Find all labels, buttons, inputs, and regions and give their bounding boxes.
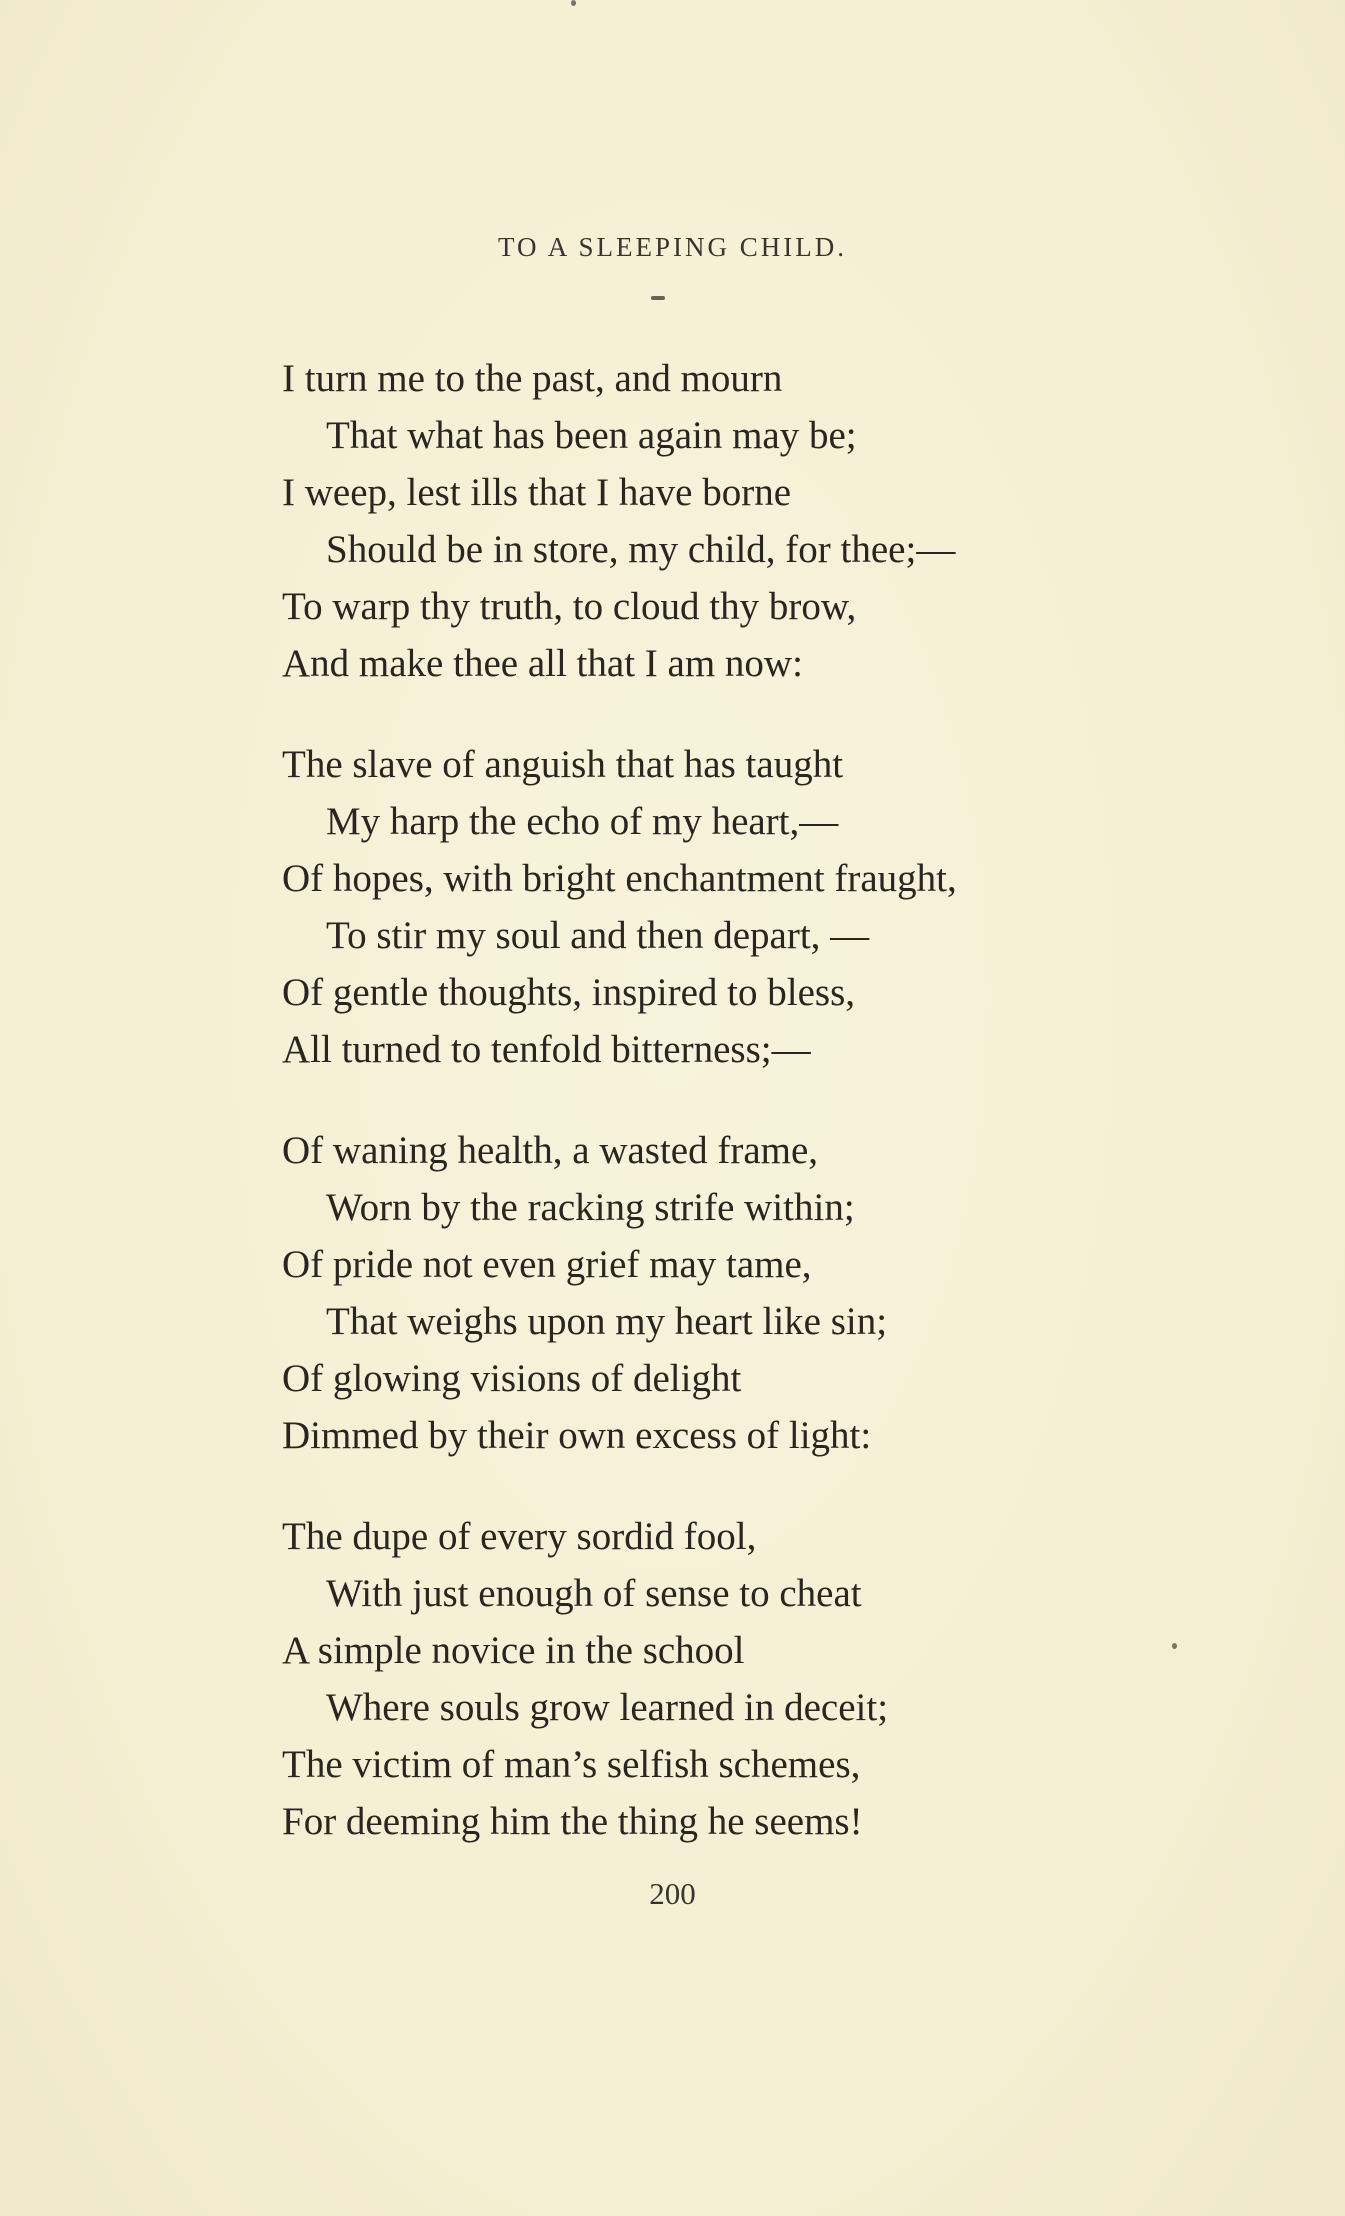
page-number: 200 bbox=[649, 1876, 696, 1911]
poem-line: Of hopes, with bright enchantment fraught, bbox=[282, 857, 957, 900]
poem-line: I turn me to the past, and mourn bbox=[282, 357, 783, 400]
poem-line: With just enough of sense to cheat bbox=[326, 1572, 862, 1615]
poem-line: Should be in store, my child, for thee;— bbox=[326, 528, 956, 571]
poem-line: I weep, lest ills that I have borne bbox=[282, 471, 791, 514]
stanza-1 bbox=[282, 350, 1142, 692]
stanza-4 bbox=[282, 1508, 1142, 1850]
paper-speck bbox=[571, 0, 576, 6]
poem-line: My harp the echo of my heart,— bbox=[326, 800, 839, 843]
poem-line: Of pride not even grief may tame, bbox=[282, 1243, 812, 1286]
poem-line: And make thee all that I am now: bbox=[282, 642, 803, 685]
poem-line: A simple novice in the school bbox=[282, 1629, 745, 1672]
poem-line: All turned to tenfold bitterness;— bbox=[282, 1028, 811, 1071]
poem-line: The dupe of every sordid fool, bbox=[282, 1515, 757, 1558]
poem-line: The slave of anguish that has taught bbox=[282, 743, 844, 786]
poem-line: That what has been again may be; bbox=[326, 414, 857, 457]
poem bbox=[282, 350, 1142, 1894]
poem-line: To stir my soul and then depart, — bbox=[326, 914, 870, 957]
poem-line: Where souls grow learned in deceit; bbox=[326, 1686, 889, 1729]
running-head: TO A SLEEPING CHILD. bbox=[497, 232, 847, 262]
poem-line: Of gentle thoughts, inspired to bless, bbox=[282, 971, 856, 1014]
poem-line: For deeming him the thing he seems! bbox=[282, 1800, 863, 1843]
poem-line: The victim of man’s selfish schemes, bbox=[282, 1743, 861, 1786]
ornament-dash bbox=[651, 296, 665, 300]
paper-speck bbox=[1172, 1643, 1177, 1649]
poem-line: Worn by the racking strife within; bbox=[326, 1186, 855, 1229]
poem-line: Dimmed by their own excess of light: bbox=[282, 1414, 872, 1457]
poem-line: Of waning health, a wasted frame, bbox=[282, 1129, 819, 1172]
poem-line: Of glowing visions of delight bbox=[282, 1357, 742, 1400]
stanza-3 bbox=[282, 1122, 1142, 1464]
stanza-2 bbox=[282, 736, 1142, 1078]
poem-line: That weighs upon my heart like sin; bbox=[326, 1300, 888, 1343]
poem-line: To warp thy truth, to cloud thy brow, bbox=[282, 585, 857, 628]
